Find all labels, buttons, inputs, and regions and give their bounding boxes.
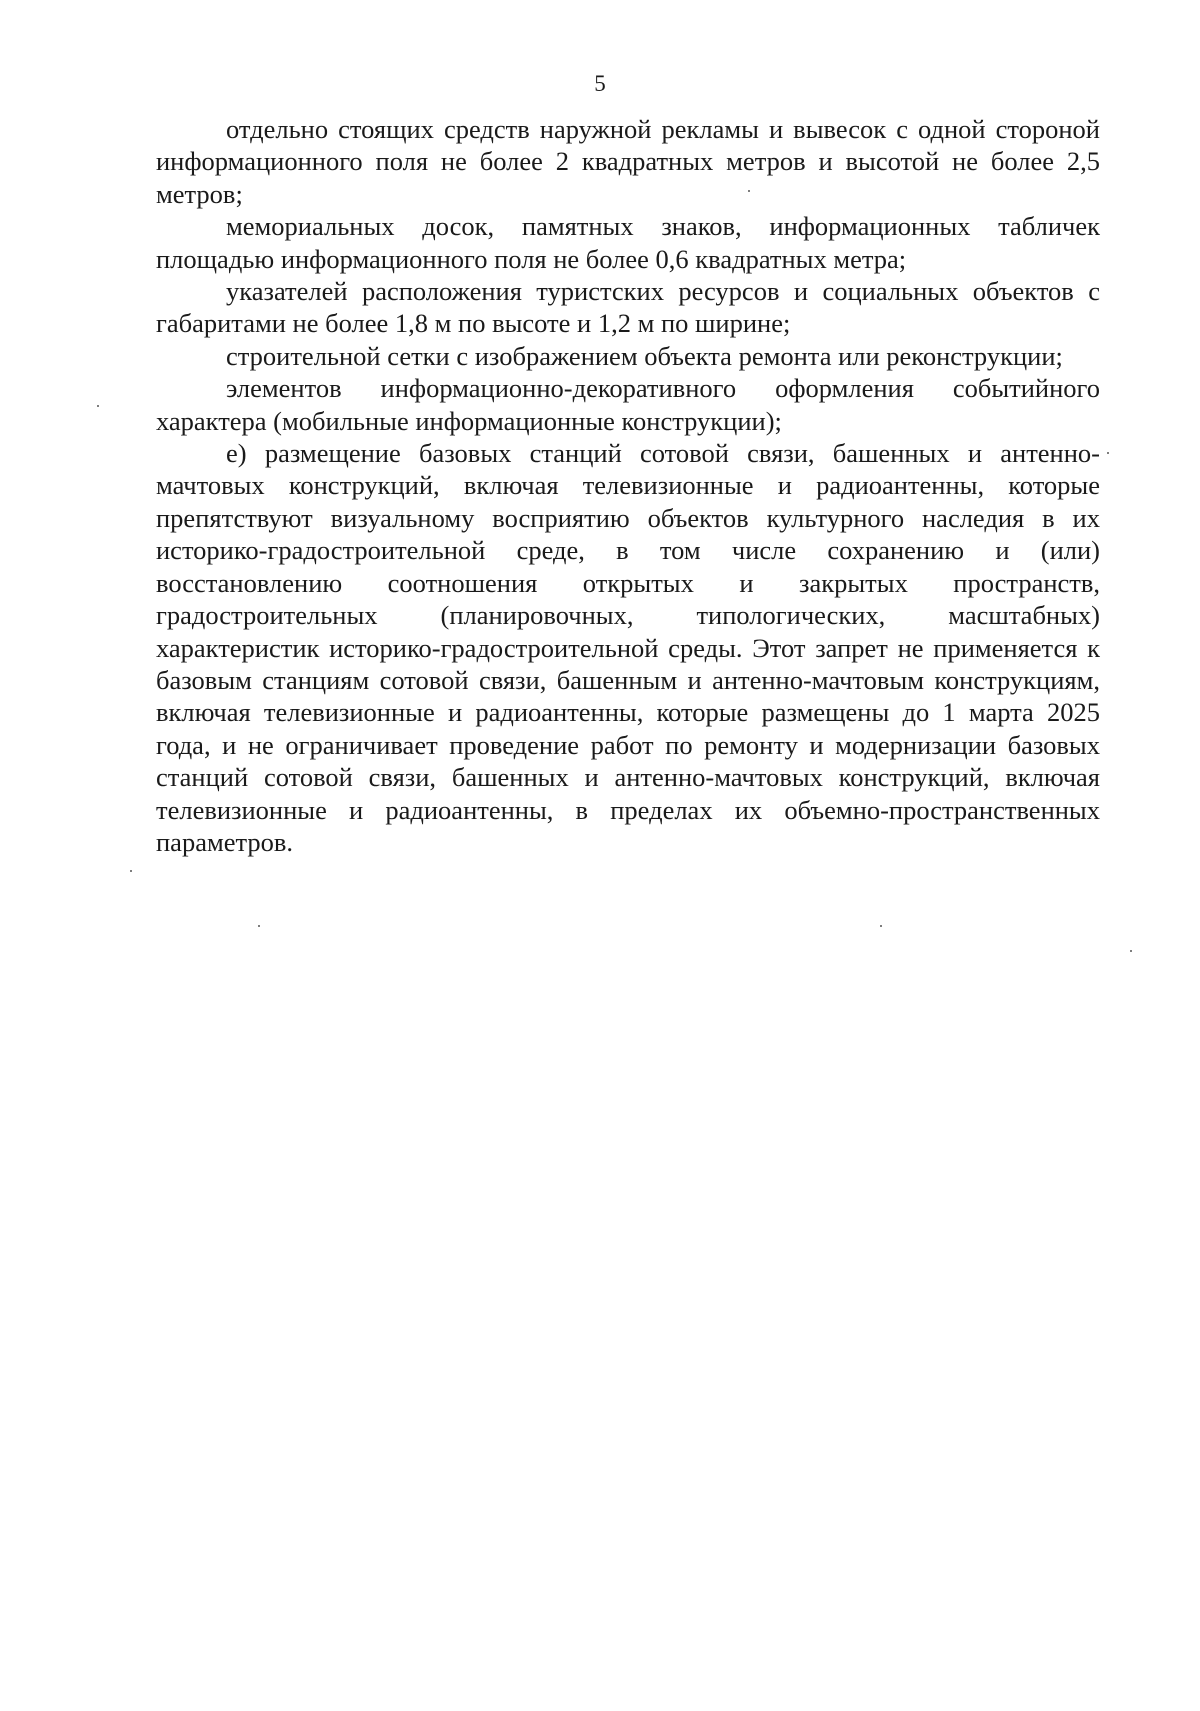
paragraph-decorative-elements: элементов информационно-декоративного оформления событийного характера (мобильные информационные конструкции); bbox=[156, 373, 1100, 436]
document-body bbox=[156, 113, 1100, 858]
scan-speck bbox=[880, 925, 882, 927]
scan-speck bbox=[130, 870, 132, 872]
paragraph-construction-mesh: строительной сетки с изображением объекта ремонта или реконструкции; bbox=[226, 340, 1063, 371]
scan-speck bbox=[97, 405, 99, 407]
paragraph-freestanding-advertising: отдельно стоящих средств наружной рекламы и вывесок с одной стороной информационного поля не более 2 квадратных метров и высотой не более 2,5 метров; bbox=[156, 114, 1100, 209]
scan-speck bbox=[748, 190, 750, 192]
scan-speck bbox=[1130, 950, 1132, 952]
page-number: 5 bbox=[594, 71, 606, 96]
scan-speck bbox=[258, 925, 260, 927]
paragraph-memorial-plaques: мемориальных досок, памятных знаков, информационных табличек площадью информационного поля не более 0,6 квадратных метра; bbox=[156, 211, 1100, 274]
paragraph-item-e-base-stations: е) размещение базовых станций сотовой связи, башенных и антенно-мачтовых конструкций, включая телевизионные и радиоантенны, которые препятствуют визуальному восприятию объектов культурного наследия в их историко-градостроительной среде, в том числе сохранению и (или) восстановлению соотношения открытых и закрытых пространств, градостроительных (планировочных, типологических, масштабных) характеристик историко-градостроительной среды. Этот запрет не применяется к базовым станциям сотовой связи, башенным и антенно-мачтовым конструкциям, включая телевизионные и радиоантенны, которые размещены до 1 марта 2025 года, и не ограничивает проведение работ по ремонту и модернизации базовых станций сотовой связи, башенных и антенно-мачтовых конструкций, включая телевизионные и радиоантенны, в пределах их объемно-пространственных параметров. bbox=[156, 438, 1100, 857]
paragraph-tourist-signs: указателей расположения туристских ресурсов и социальных объектов с габаритами не более 1,8 м по высоте и 1,2 м по ширине; bbox=[156, 276, 1100, 339]
scan-speck bbox=[1107, 452, 1109, 454]
